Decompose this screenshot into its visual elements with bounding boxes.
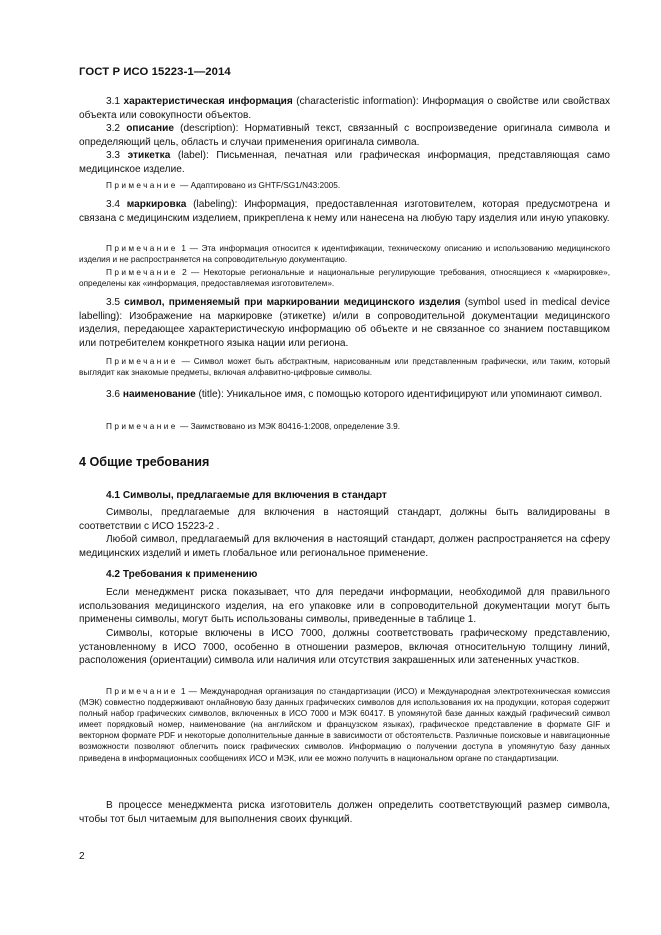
definition-term: маркировка [126, 199, 187, 210]
paragraph-text: Символы, которые включены в ИСО 7000, должны соответствовать графическому представлению, установленному в ИСО 7000, особенно в отношении размеров, включая относительную толщину линий, расположения (ориентации) символа или наличия или отсутствия закрашенных или затененных участков. [79, 628, 610, 667]
note-text: — Заимствовано из МЭК 80416-1:2008, определение 3.9. [177, 422, 401, 431]
definition-text: (symbol used in medical device labelling): Изображение на маркировке (этикетке) и/или в сопроводительной документации медицинского изделия, передающее характеристическую информацию об объекте и не связанное со знанием поставщиком или потребителем конкретного языка нации или региона. [79, 297, 611, 349]
definition-text: (title): Уникальное имя, с помощью которого идентифицируют или упоминают символ. [195, 389, 603, 400]
note-3-4-2 [79, 267, 610, 289]
section-4-heading [79, 455, 610, 469]
note-text: — Символ может быть абстрактным, нарисованным или представленным графически, или таким, который выглядит как знакомые предметы, включая алфавитно-цифровые символы. [79, 357, 610, 378]
paragraph-text: Символы, предлагаемые для включения в настоящий стандарт, должны быть валидированы в соответствии с ИСО 15223-2 . [79, 507, 610, 532]
definition-text: (description): Нормативный текст, связанный с воспроизведение оригинала символа и определяющий цель, область и случаи применения оригинала символа. [79, 123, 610, 148]
paragraph-4-1-2 [79, 533, 610, 560]
definition-3-5 [79, 296, 610, 350]
note-label: Примечание [106, 422, 178, 431]
section-4-1-heading [79, 490, 610, 501]
document-header: ГОСТ Р ИСО 15223-1—2014 [79, 66, 231, 78]
definition-number: 3.2 [106, 123, 127, 134]
note-label: Примечание [106, 357, 178, 366]
definition-number: 3.6 [106, 389, 123, 400]
definition-3-6 [79, 388, 610, 402]
definition-3-2 [79, 122, 610, 149]
note-label: Примечание [106, 268, 178, 277]
paragraph-text: В процессе менеджмента риска изготовитель должен определить соответствующий размер символа, чтобы тот был читаемым для выполнения своих функций. [79, 800, 610, 825]
note-label: Примечание [106, 687, 178, 696]
definition-term: наименование [122, 389, 196, 400]
paragraph-4-2-2 [79, 627, 610, 668]
note-text: 2 — Некоторые региональные и национальные регулирующие требования, относящиеся к «маркировке», определены как «информация, предоставляемая изготовителем». [79, 268, 610, 289]
definition-number: 3.3 [106, 150, 128, 161]
definition-text: (labeling): Информация, предоставленная изготовителем, которая предусмотрена и связана с медицинским изделием, прикреплена к нему или нанесена на любую тару изделия или иную упаковку. [79, 199, 610, 224]
definition-text: (characteristic information): Информация о свойстве или свойствах объекта или совокупности объектов. [79, 96, 610, 121]
definition-3-1 [79, 95, 610, 122]
note-text: — Адаптировано из GHTF/SG1/N43:2005. [177, 181, 341, 190]
paragraph-4-1-1 [79, 506, 610, 533]
note-4-2-1 [79, 686, 610, 764]
note-label: Примечание [106, 181, 178, 190]
note-3-4-1 [79, 243, 610, 265]
section-title: 4 Общие требования [79, 455, 210, 469]
note-label: Примечание [106, 244, 178, 253]
page-number: 2 [79, 851, 85, 862]
note-3-5 [79, 356, 610, 378]
definition-term: описание [126, 123, 174, 134]
note-text: 1 — Эта информация относится к идентификации, техническому описанию и использованию медицинского изделия и не распространяется на сопроводительную документацию. [79, 244, 610, 265]
definition-term: этикетка [127, 150, 171, 161]
paragraph-text: Любой символ, предлагаемый для включения в настоящий стандарт, должен распространяется на сферу медицинских изделий и иметь глобальное или региональное применение. [79, 534, 610, 559]
section-4-2-heading [79, 569, 610, 580]
note-text: 1 — Международная организация по стандартизации (ИСО) и Международная электротехническая комиссия (МЭК) совместно поддерживают онлайновую базу данных графических символов для использования их на продукции, которая содержит полный набор графических символов, включенных в ИСО 7000 и МЭК 60417. В упомянутой базе данных каждый графический символ имеет порядковый номер, наименование (на английском и французском языках), графическое представление в формате GIF и векторном формате PDF и некоторые дополнительные данные в зависимости от обстоятельств. Различные поисковые и навигационные возможности позволяют облегчить поиск графических символов. Информацию о получении доступа в упомянутую базу данных приведена в информационных сообщениях ИСО и МЭК, или ее можно получить в национальном органе по стандартизации. [79, 687, 610, 763]
subsection-title: 4.2 Требования к применению [106, 569, 258, 580]
note-3-6 [79, 421, 610, 432]
paragraph-text: Если менеджмент риска показывает, что для передачи информации, необходимой для правильного использования медицинского изделия, на его упаковке или в сопроводительной документации могут быть применены символы, могут быть использованы символы, приведенные в таблице 1. [79, 587, 610, 626]
definition-term: характеристическая информация [123, 96, 293, 107]
definition-number: 3.5 [106, 297, 125, 308]
note-3-3 [79, 180, 610, 191]
paragraph-4-2-3 [79, 799, 610, 826]
subsection-title: 4.1 Символы, предлагаемые для включения в стандарт [106, 490, 387, 501]
definition-number: 3.4 [106, 199, 127, 210]
paragraph-4-2-1 [79, 586, 610, 627]
definition-3-3 [79, 149, 610, 176]
definition-3-4 [79, 198, 610, 225]
definition-number: 3.1 [106, 96, 124, 107]
definition-term: символ, применяемый при маркировании медицинского изделия [124, 297, 461, 308]
definition-text: (label): Письменная, печатная или графическая информация, представляющая само медицинское изделие. [79, 150, 610, 175]
